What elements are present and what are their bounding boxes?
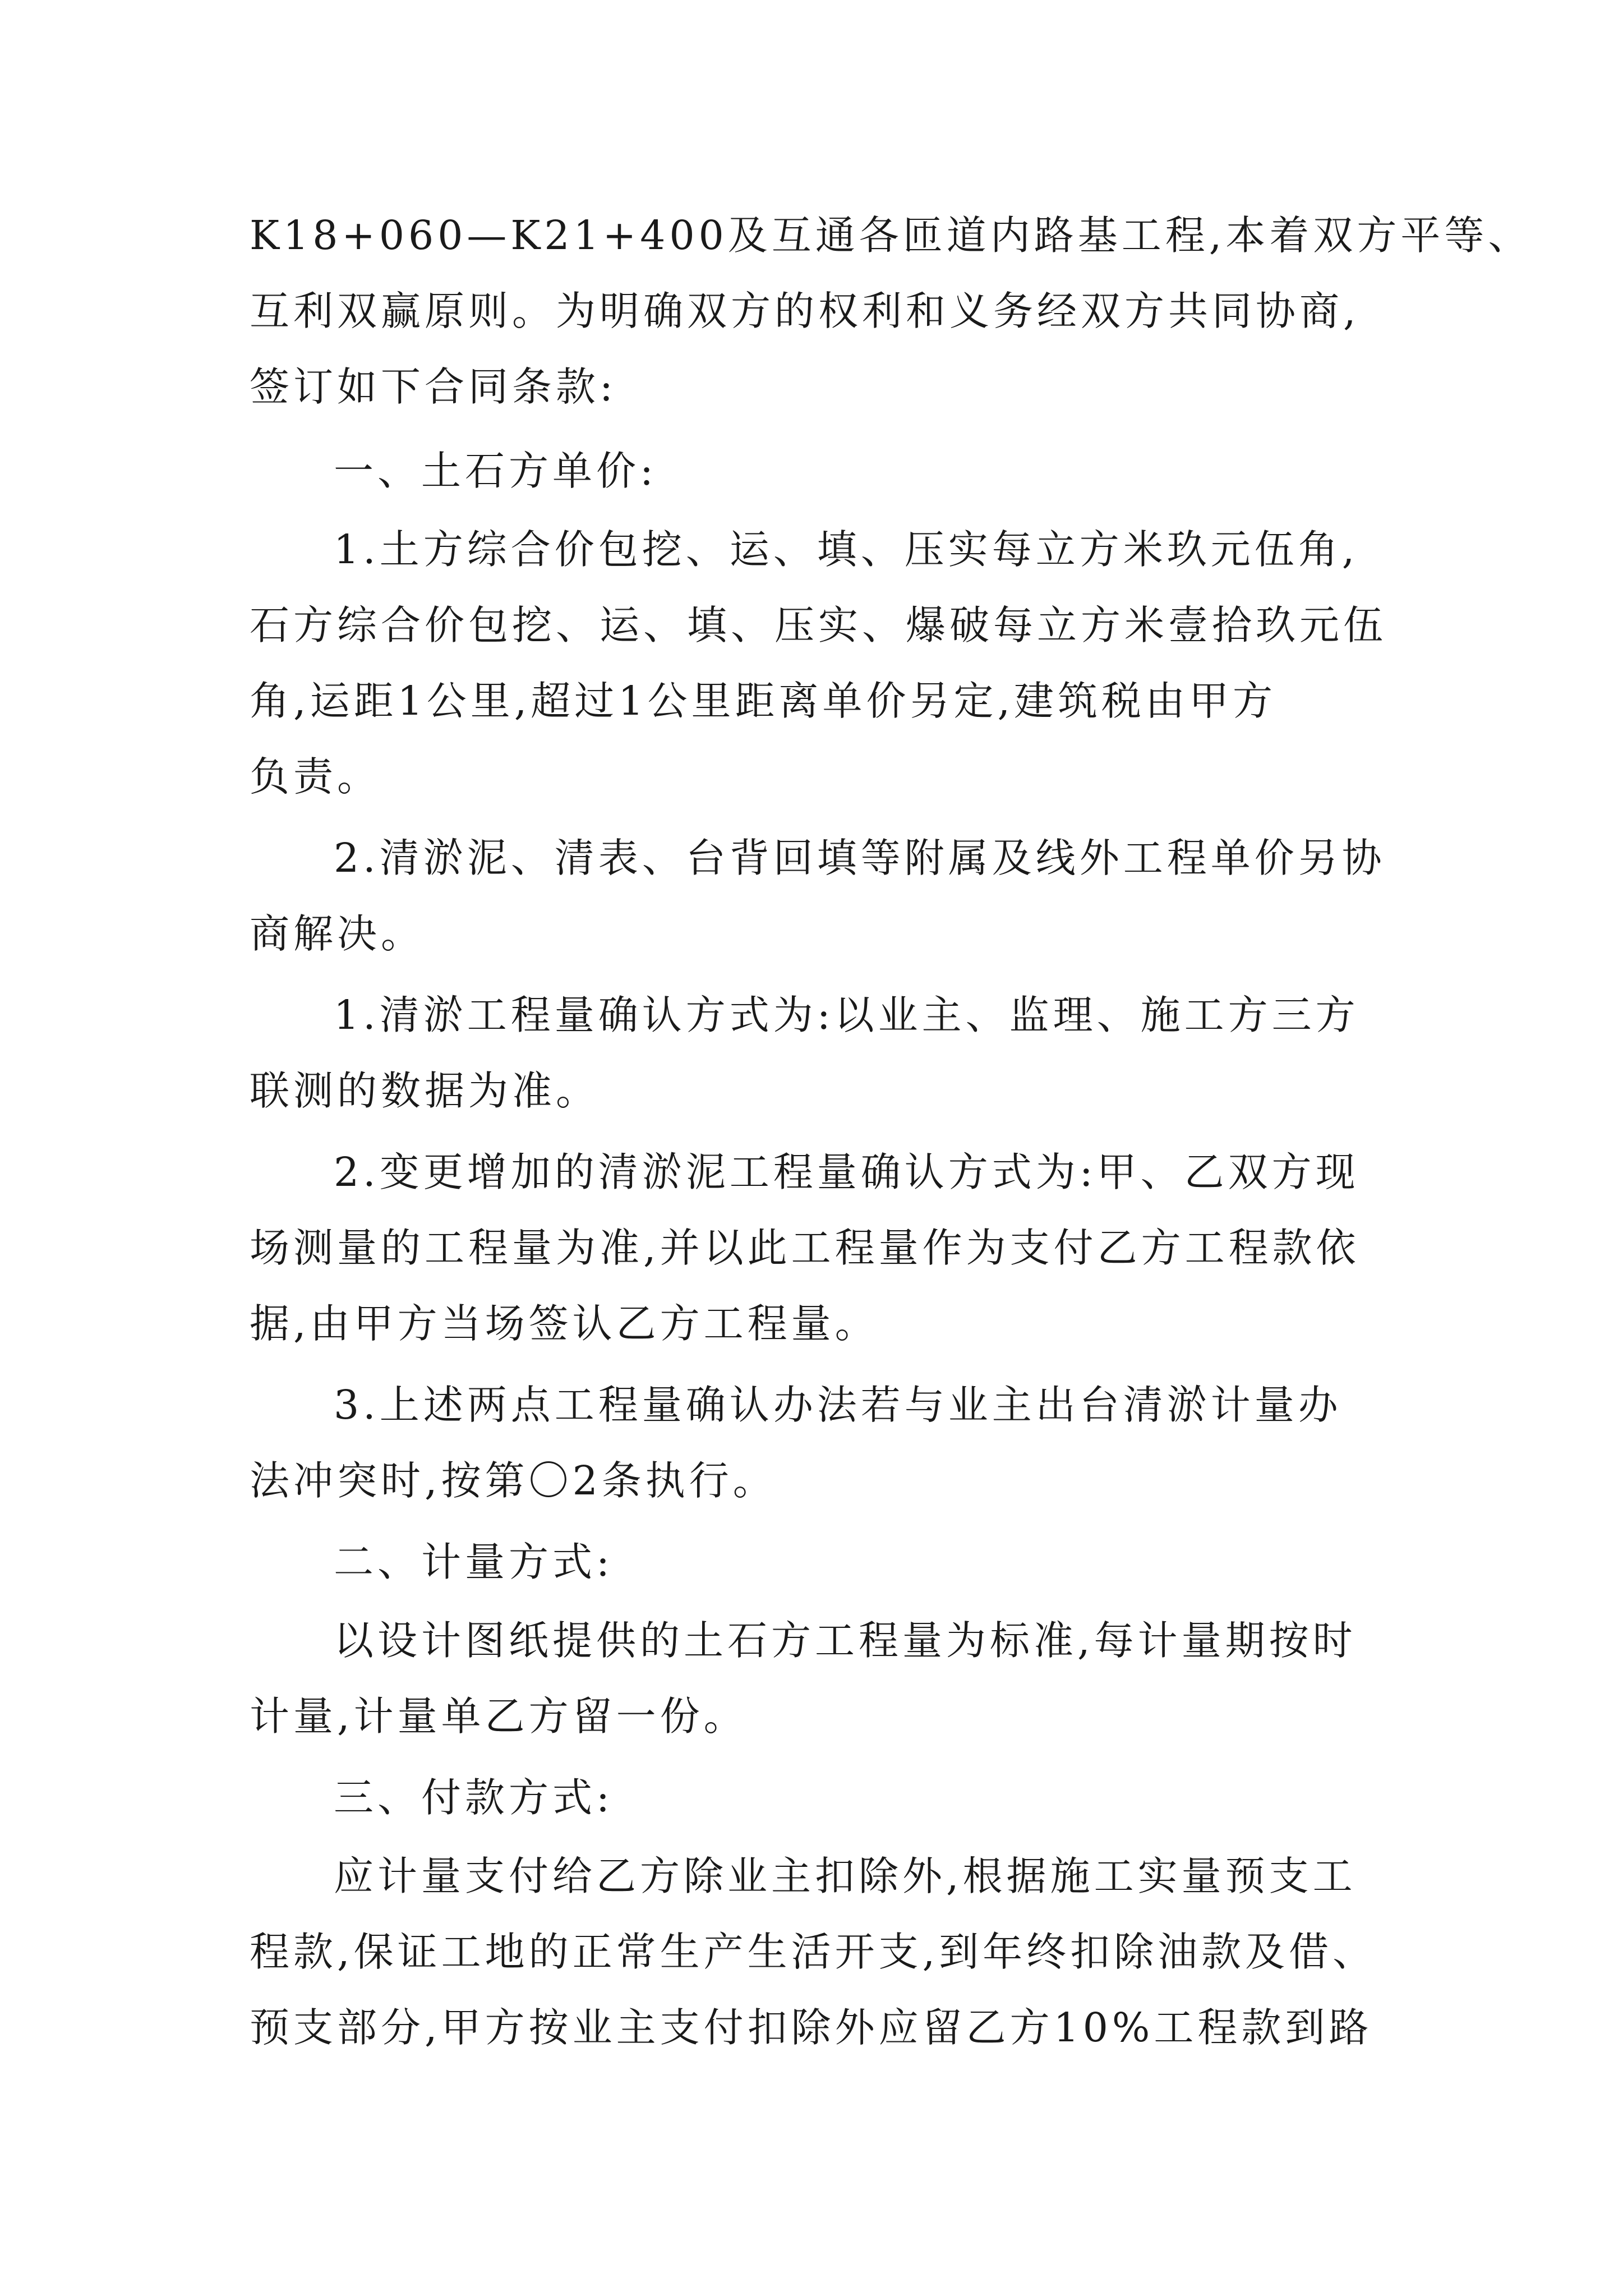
text-line: 联测的数据为准。 [250,1068,600,1114]
text-line: 程款,保证工地的正常生产生活开支,到年终扣除油款及借、 [250,1929,1377,1975]
text-line: 石方综合价包挖、运、填、压实、爆破每立方米壹拾玖元伍 [250,602,1387,648]
section-heading: 二、计量方式: [334,1539,614,1585]
text-line: 角,运距1公里,超过1公里距离单价另定,建筑税由甲方 [250,678,1277,724]
section-heading: 一、土石方单价: [334,448,657,494]
text-line: 预支部分,甲方按业主支付扣除外应留乙方10%工程款到路 [250,2004,1373,2051]
text-line: 计量,计量单乙方留一份。 [250,1693,748,1740]
text-line: 1.土方综合价包挖、运、填、压实每立方米玖元伍角, [334,526,1359,573]
text-line: 互利双赢原则。为明确双方的权利和义务经双方共同协商, [250,288,1360,334]
text-line: K18+060—K21+400及互通各匝道内路基工程,本着双方平等、 [250,212,1532,259]
section-heading: 三、付款方式: [334,1774,614,1821]
text-line: 应计量支付给乙方除业主扣除外,根据施工实量预支工 [334,1853,1357,1899]
text-line: 1.清淤工程量确认方式为:以业主、监理、施工方三方 [334,992,1359,1038]
text-line: 以设计图纸提供的土石方工程量为标准,每计量期按时 [334,1617,1357,1664]
text-line: 2.变更增加的清淤泥工程量确认方式为:甲、乙双方现 [334,1149,1359,1195]
text-line: 法冲突时,按第〇2条执行。 [250,1457,777,1504]
text-line: 场测量的工程量为准,并以此工程量作为支付乙方工程款依 [250,1225,1360,1271]
text-line: 签订如下合同条款: [250,364,617,410]
text-line: 据,由甲方当场签认乙方工程量。 [250,1300,879,1347]
text-line: 负责。 [250,753,381,800]
text-line: 2.清淤泥、清表、台背回填等附属及线外工程单价另协 [334,835,1386,881]
text-line: 3.上述两点工程量确认办法若与业主出台清淤计量办 [334,1382,1342,1428]
text-line: 商解决。 [250,910,425,957]
